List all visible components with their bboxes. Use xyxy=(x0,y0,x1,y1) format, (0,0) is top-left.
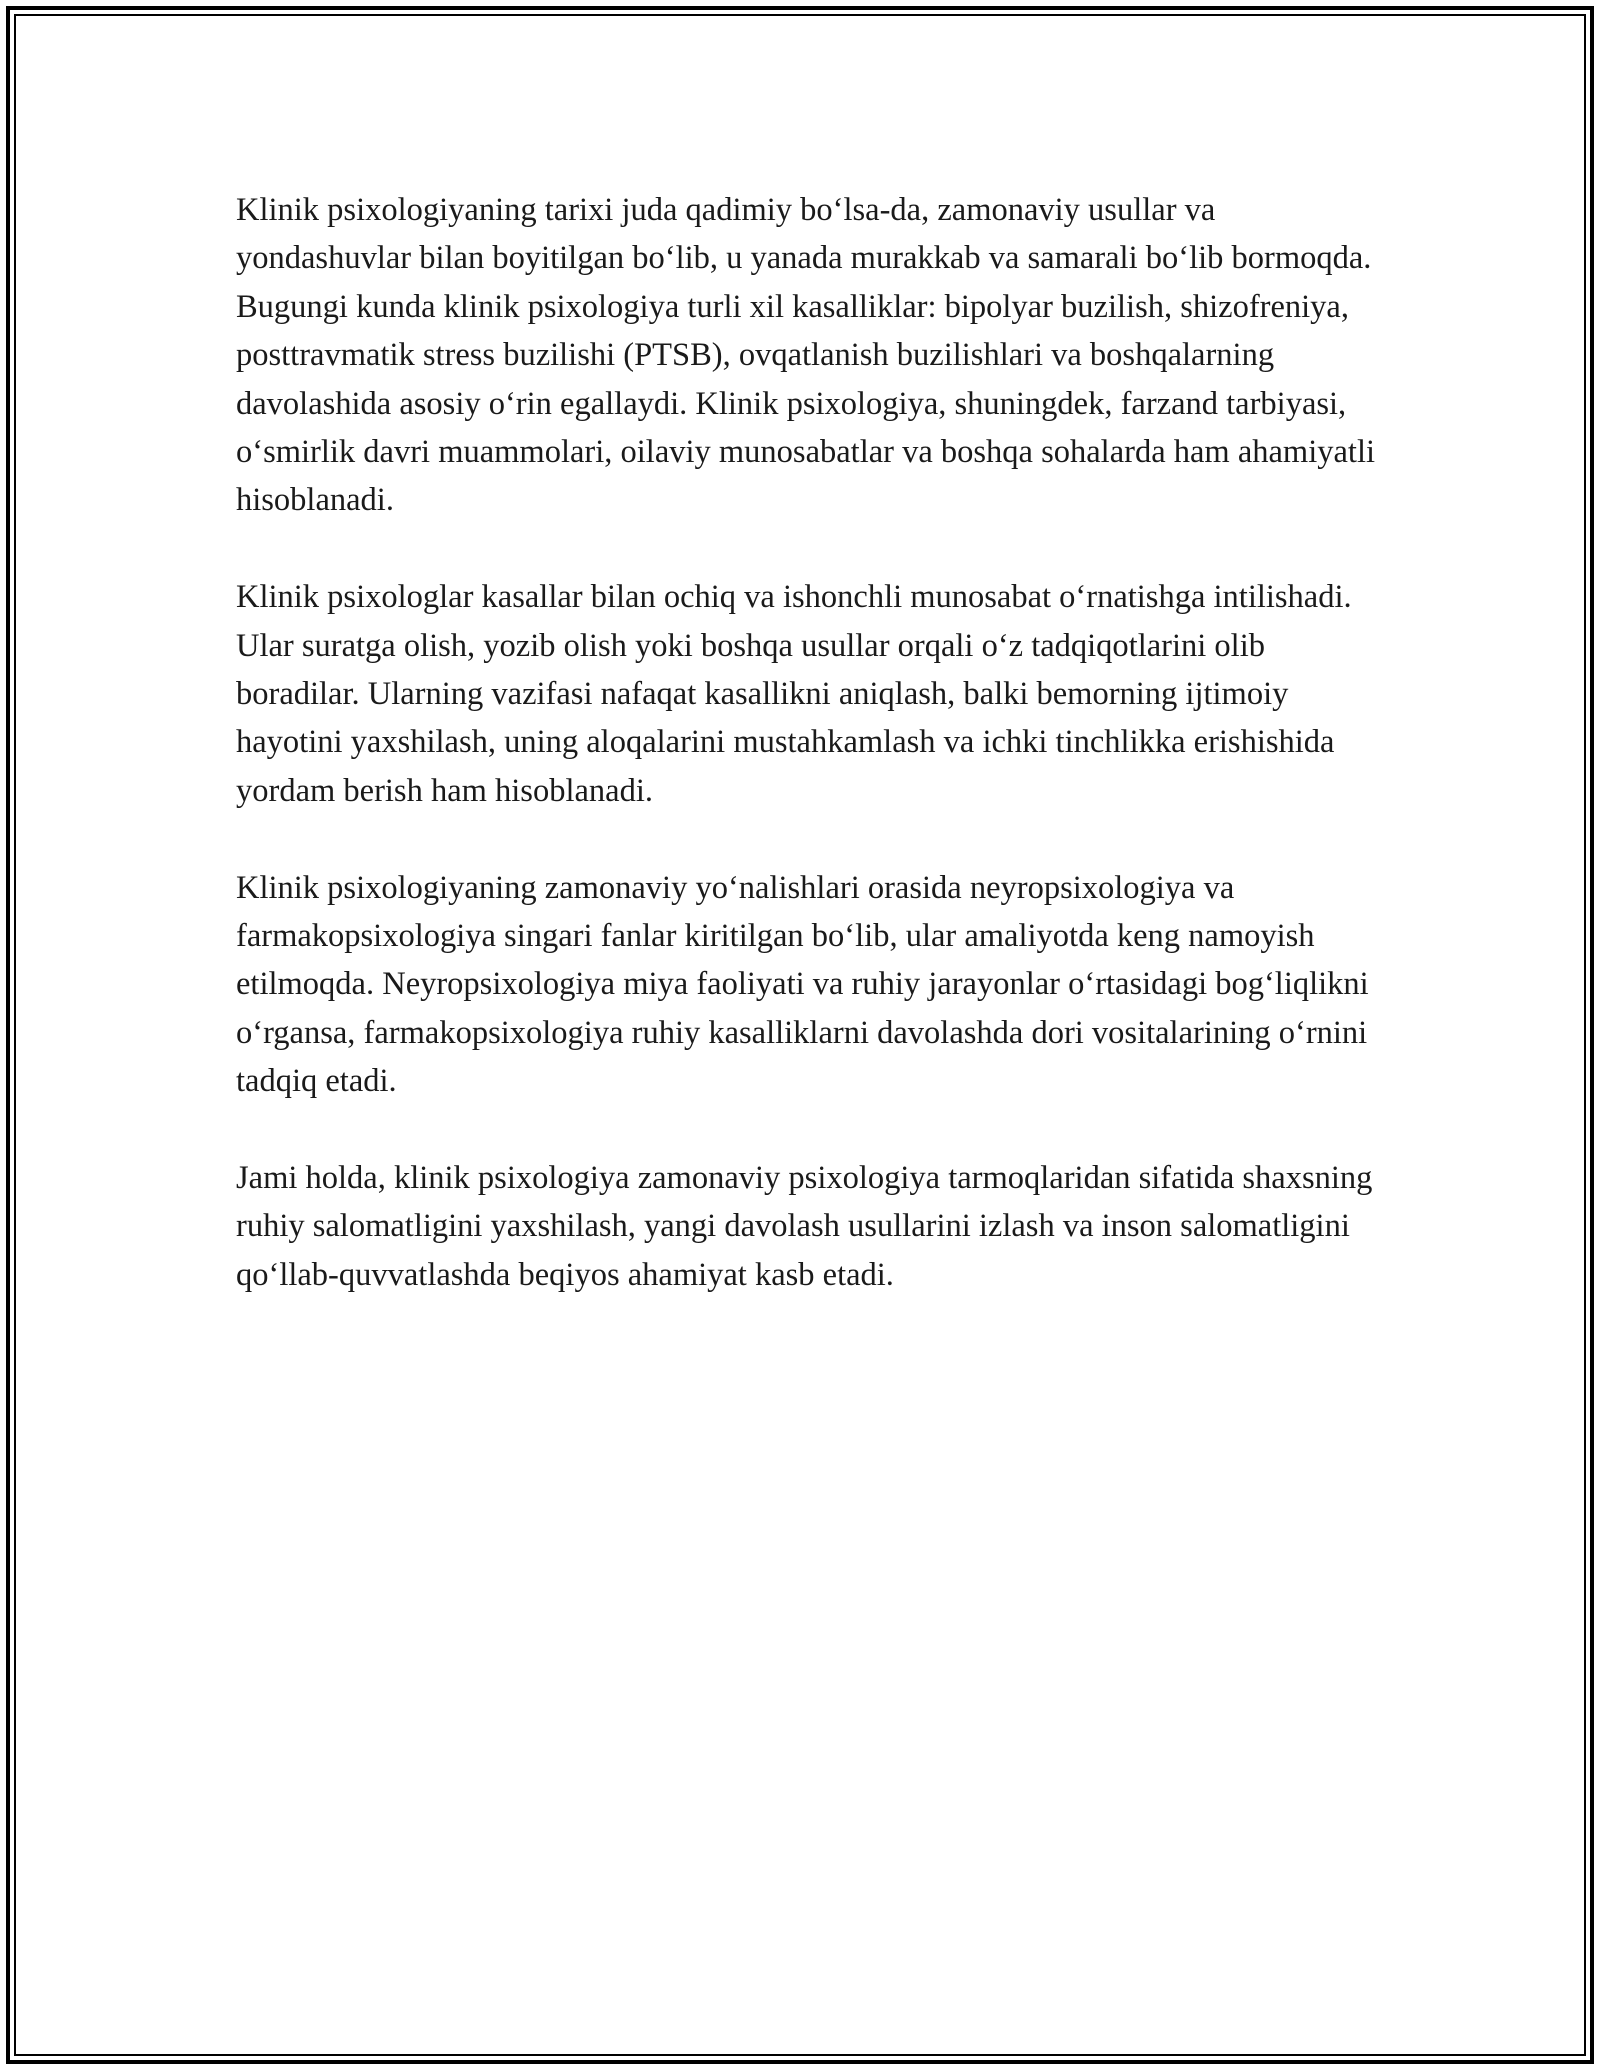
paragraph-3: Klinik psixologiyaning zamonaviy yo‘nalishlari orasida neyropsixologiya va farmakopsixologiya singari fanlar kiritilgan bo‘lib, ular amaliyotda keng namoyish etilmoqda. Neyropsixologiya miya faoliyati va ruhiy jarayonlar o‘rtasidagi bog‘liqlikni o‘rgansa, farmakopsixologiya ruhiy kasalliklarni davolashda dori vositalarining o‘rnini tadqiq etadi. xyxy=(236,869,1369,1100)
document-body xyxy=(236,186,1376,1299)
paragraph-4: Jami holda, klinik psixologiya zamonaviy psixologiya tarmoqlaridan sifatida shaxsning ruhiy salomatligini yaxshilash, yangi davolash usullarini izlash va inson salomatligini qo‘llab-quvvatlashda beqiyos ahamiyat kasb etadi. xyxy=(236,1160,1373,1293)
paragraph-1: Klinik psixologiyaning tarixi juda qadimiy bo‘lsa-da, zamonaviy usullar va yondashuvlar bilan boyitilgan bo‘lib, u yanada murakkab va samarali bo‘lib bormoqda. Bugungi kunda klinik psixologiya turli xil kasalliklar: bipolyar buzilish, shizofreniya, posttravmatik stress buzilishi (PTSB), ovqatlanish buzilishlari va boshqalarning davolashida asosiy o‘rin egallaydi. Klinik psixologiya, shuningdek, farzand tarbiyasi, o‘smirlik davri muammolari, oilaviy munosabatlar va boshqa sohalarda ham ahamiyatli hisoblanadi. xyxy=(236,192,1376,519)
paragraph-2: Klinik psixologlar kasallar bilan ochiq va ishonchli munosabat o‘rnatishga intilishadi. Ular suratga olish, yozib olish yoki boshqa usullar orqali o‘z tadqiqotlarini olib boradilar. Ularning vazifasi nafaqat kasallikni aniqlash, balki bemorning ijtimoiy hayotini yaxshilash, uning aloqalarini mustahkamlash va ichki tinchlikka erishishida yordam berish ham hisoblanadi. xyxy=(236,579,1352,809)
